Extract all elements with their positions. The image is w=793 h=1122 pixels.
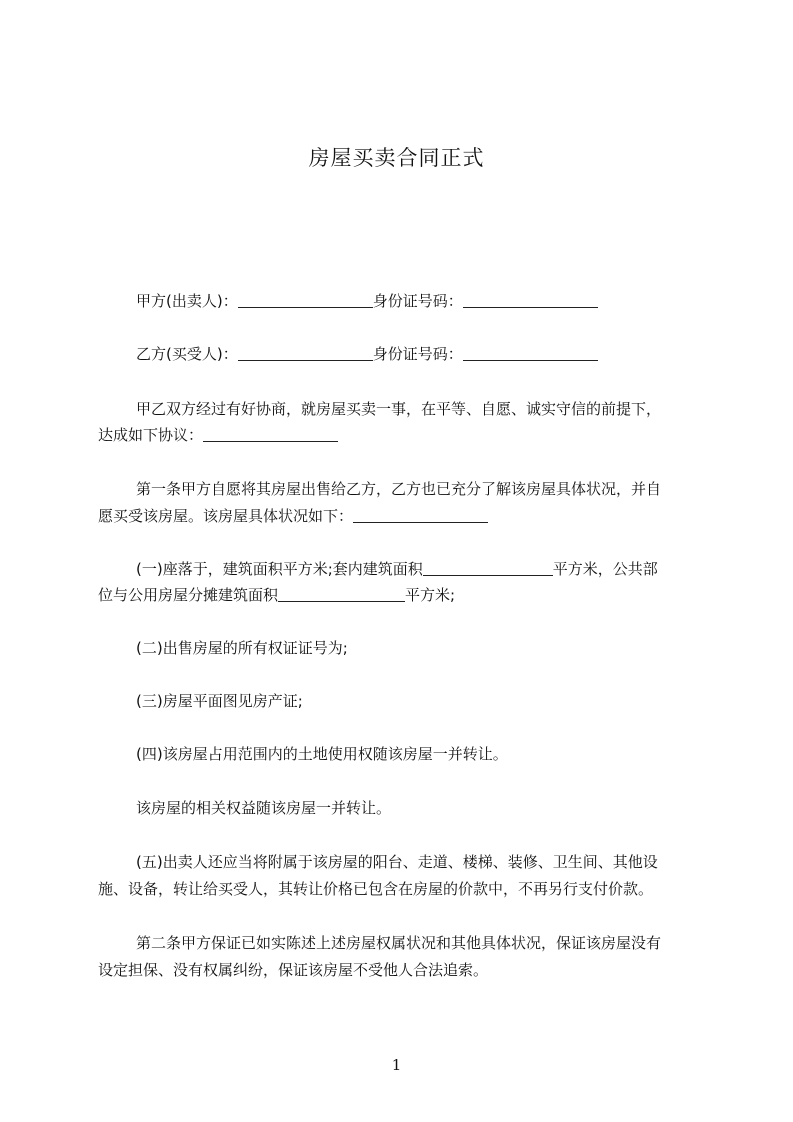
page-number: 1 bbox=[391, 1056, 402, 1074]
article-1-line-1: 第一条甲方自愿将其房屋出售给乙方，乙方也已充分了解该房屋具体状况，并自 bbox=[136, 480, 662, 498]
party-b-line bbox=[98, 340, 746, 368]
item-1-line-2 bbox=[98, 581, 708, 609]
party-b-label: 乙方(买受人)： bbox=[136, 345, 238, 363]
rights-line: 该房屋的相关权益随该房屋一并转让。 bbox=[136, 799, 392, 817]
item-5-line-1: (五)出卖人还应当将附属于该房屋的阳台、走道、楼梯、装修、卫生间、其他设 bbox=[136, 853, 658, 871]
party-a-id-label: 身份证号码： bbox=[372, 292, 463, 310]
intro-line-2-text: 达成如下协议： bbox=[98, 426, 204, 444]
article-1-line-2 bbox=[98, 502, 708, 530]
inner-area-blank bbox=[423, 559, 553, 576]
party-a-name-blank bbox=[238, 291, 373, 308]
party-a-id-blank bbox=[463, 291, 598, 308]
article-2-line-2: 设定担保、没有权属纠纷，保证该房屋不受他人合法追索。 bbox=[98, 961, 489, 979]
party-a-label: 甲方(出卖人)： bbox=[136, 292, 238, 310]
item-1-part-1: (一)座落于，建筑面积平方米;套内建筑面积 bbox=[136, 560, 423, 578]
party-b-id-label: 身份证号码： bbox=[372, 345, 463, 363]
article-1-line-2-text: 愿买受该房屋。该房屋具体状况如下： bbox=[98, 507, 354, 525]
item-1-part-2: 平方米，公共部 bbox=[552, 560, 658, 578]
item-3: (三)房屋平面图见房产证; bbox=[136, 692, 303, 710]
house-status-blank bbox=[353, 506, 488, 523]
item-1-line-1 bbox=[98, 555, 746, 583]
agreement-blank bbox=[203, 425, 338, 442]
item-4: (四)该房屋占用范围内的土地使用权随该房屋一并转让。 bbox=[136, 745, 508, 763]
document-title: 房屋买卖合同正式 bbox=[308, 146, 485, 170]
party-a-line bbox=[98, 287, 746, 315]
party-b-name-blank bbox=[238, 344, 373, 361]
item-1-line-2-part-1: 位与公用房屋分摊建筑面积 bbox=[98, 586, 279, 604]
intro-line-1: 甲乙双方经过有好协商，就房屋买卖一事，在平等、自愿、诚实守信的前提下， bbox=[136, 400, 662, 418]
shared-area-blank bbox=[278, 585, 405, 602]
party-b-id-blank bbox=[463, 344, 598, 361]
item-2: (二)出售房屋的所有权证证号为; bbox=[136, 639, 348, 657]
item-5-line-2: 施、设备，转让给买受人，其转让价格已包含在房屋的价款中，不再另行支付价款。 bbox=[98, 880, 654, 898]
item-1-line-2-part-2: 平方米; bbox=[405, 586, 456, 604]
article-2-line-1: 第二条甲方保证已如实陈述上述房屋权属状况和其他具体状况，保证该房屋没有 bbox=[136, 934, 662, 952]
intro-line-2 bbox=[98, 421, 708, 449]
